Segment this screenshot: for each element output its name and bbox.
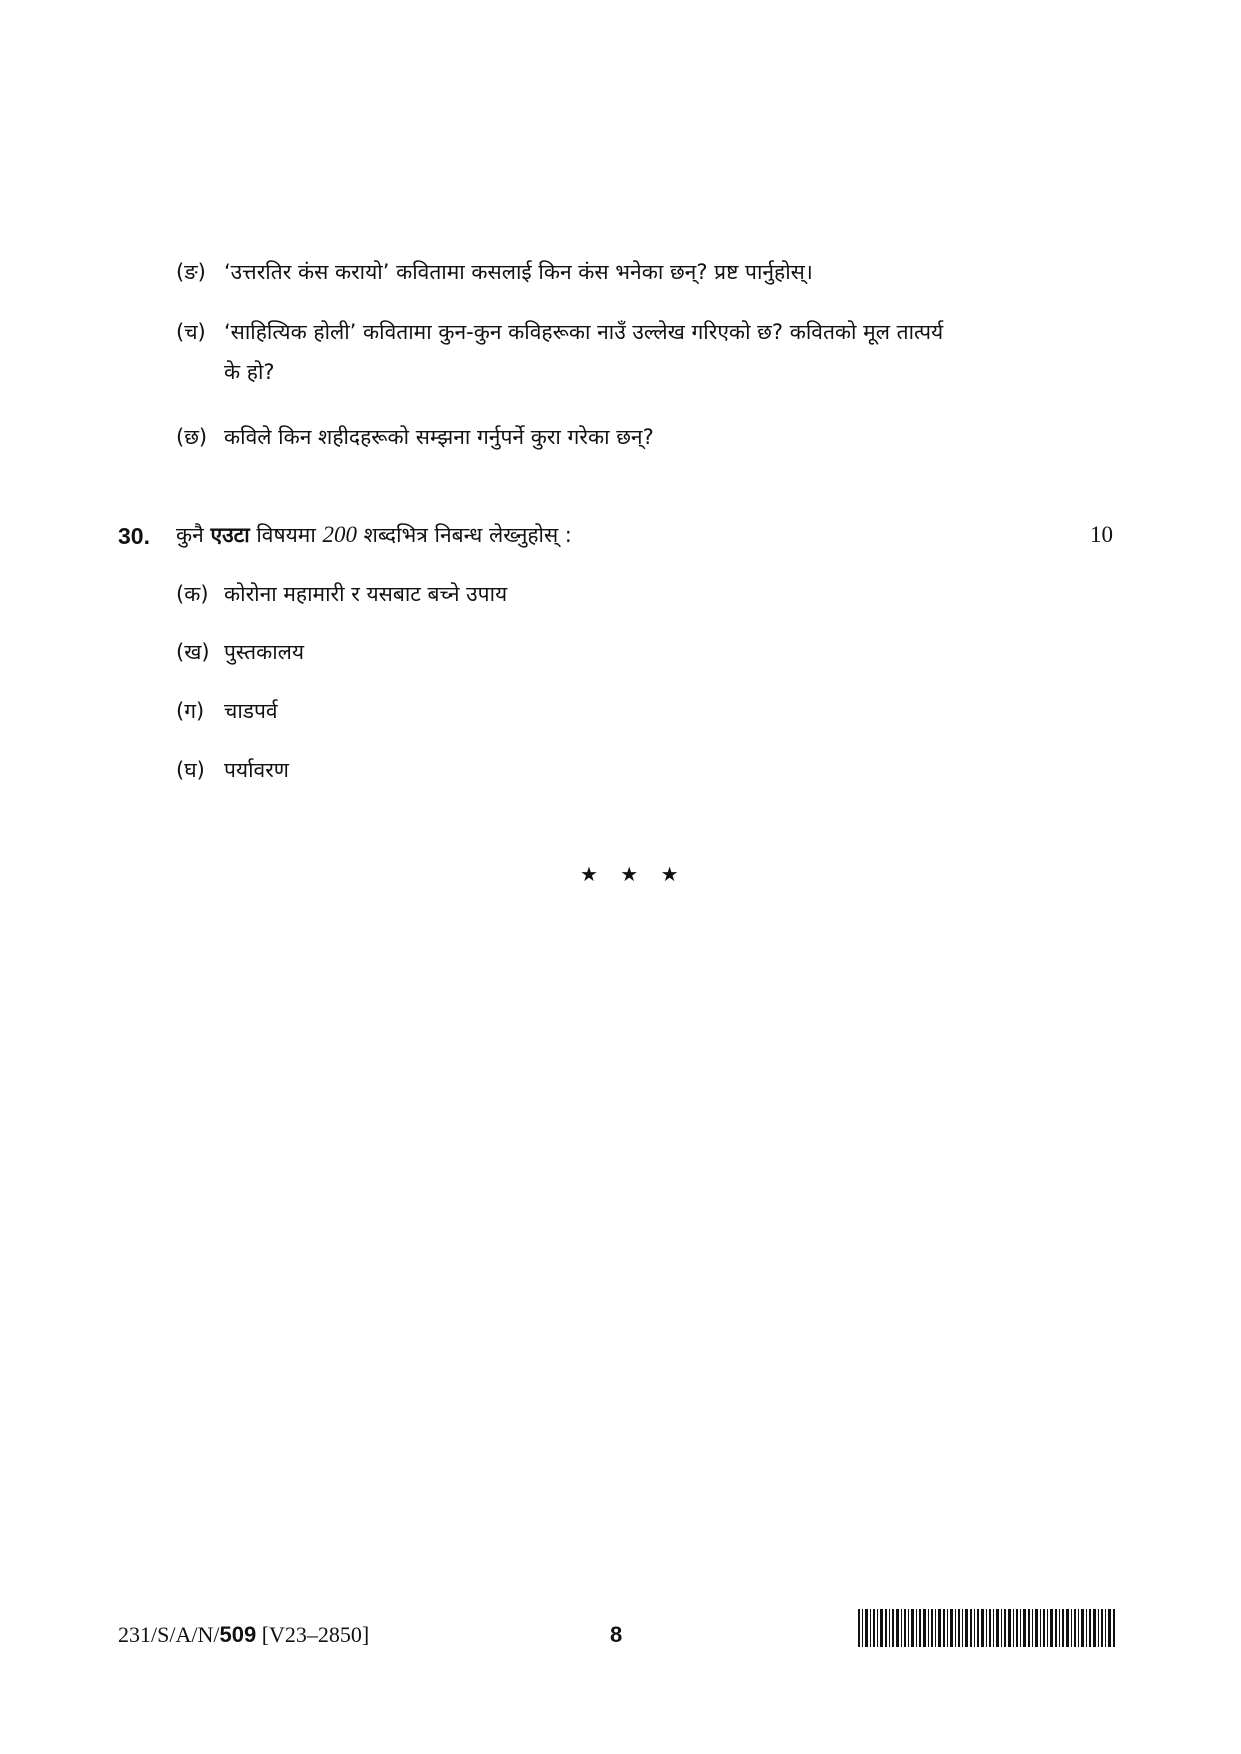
item-text: ‘साहित्यिक होली’ कवितामा कुन-कुन कविहरूका नाउँ उल्लेख गरिएको छ? कवितको मूल तात्पर्य <box>224 320 944 344</box>
paper-code <box>118 1622 369 1648</box>
item-text: कविले किन शहीदहरूको सम्झना गर्नुपर्ने कुरा गरेका छन्? <box>224 425 654 449</box>
question-text <box>176 521 572 549</box>
option-label: (ख) <box>176 640 210 664</box>
option-text: पर्यावरण <box>224 758 289 782</box>
end-stars: ★ ★ ★ <box>580 862 687 886</box>
q29-item-cha <box>176 318 943 346</box>
item-text: ‘उत्तरतिर कंस करायो’ कवितामा कसलाई किन कंस भनेका छन्? प्रष्ट पार्नुहोस्। <box>224 260 813 284</box>
option-label: (घ) <box>176 758 205 782</box>
q-post: शब्दभित्र निबन्ध लेख्नुहोस् : <box>363 523 572 547</box>
item-label: (ङ) <box>176 260 206 284</box>
q30-option-gha <box>176 756 289 784</box>
option-label: (क) <box>176 582 209 606</box>
q29-item-cha-continuation: के हो? <box>224 360 275 384</box>
q-mid: विषयमा <box>256 523 316 547</box>
q30-option-kha <box>176 638 304 666</box>
paper-code-suffix: [V23–2850] <box>256 1622 370 1647</box>
q-word-count: 200 <box>322 522 357 547</box>
q29-item-nga <box>176 258 813 286</box>
option-text: पुस्तकालय <box>224 640 305 664</box>
option-text: कोरोना महामारी र यसबाट बच्ने उपाय <box>224 582 508 606</box>
paper-code-prefix: 231/S/A/N/ <box>118 1622 220 1647</box>
item-label: (छ) <box>176 425 208 449</box>
q29-item-chha <box>176 423 654 451</box>
q-bold: एउटा <box>210 523 250 547</box>
question-marks: 10 <box>1090 522 1113 547</box>
q-pre: कुनै <box>176 523 204 547</box>
q30-option-ka <box>176 580 507 608</box>
item-label: (च) <box>176 320 206 344</box>
option-text: चाडपर्व <box>224 699 278 723</box>
paper-code-bold: 509 <box>219 1622 257 1647</box>
question-number: 30. <box>118 523 150 549</box>
barcode-icon <box>858 1609 1116 1647</box>
q30-option-ga <box>176 697 278 725</box>
page-number: 8 <box>610 1622 623 1647</box>
option-label: (ग) <box>176 699 205 723</box>
